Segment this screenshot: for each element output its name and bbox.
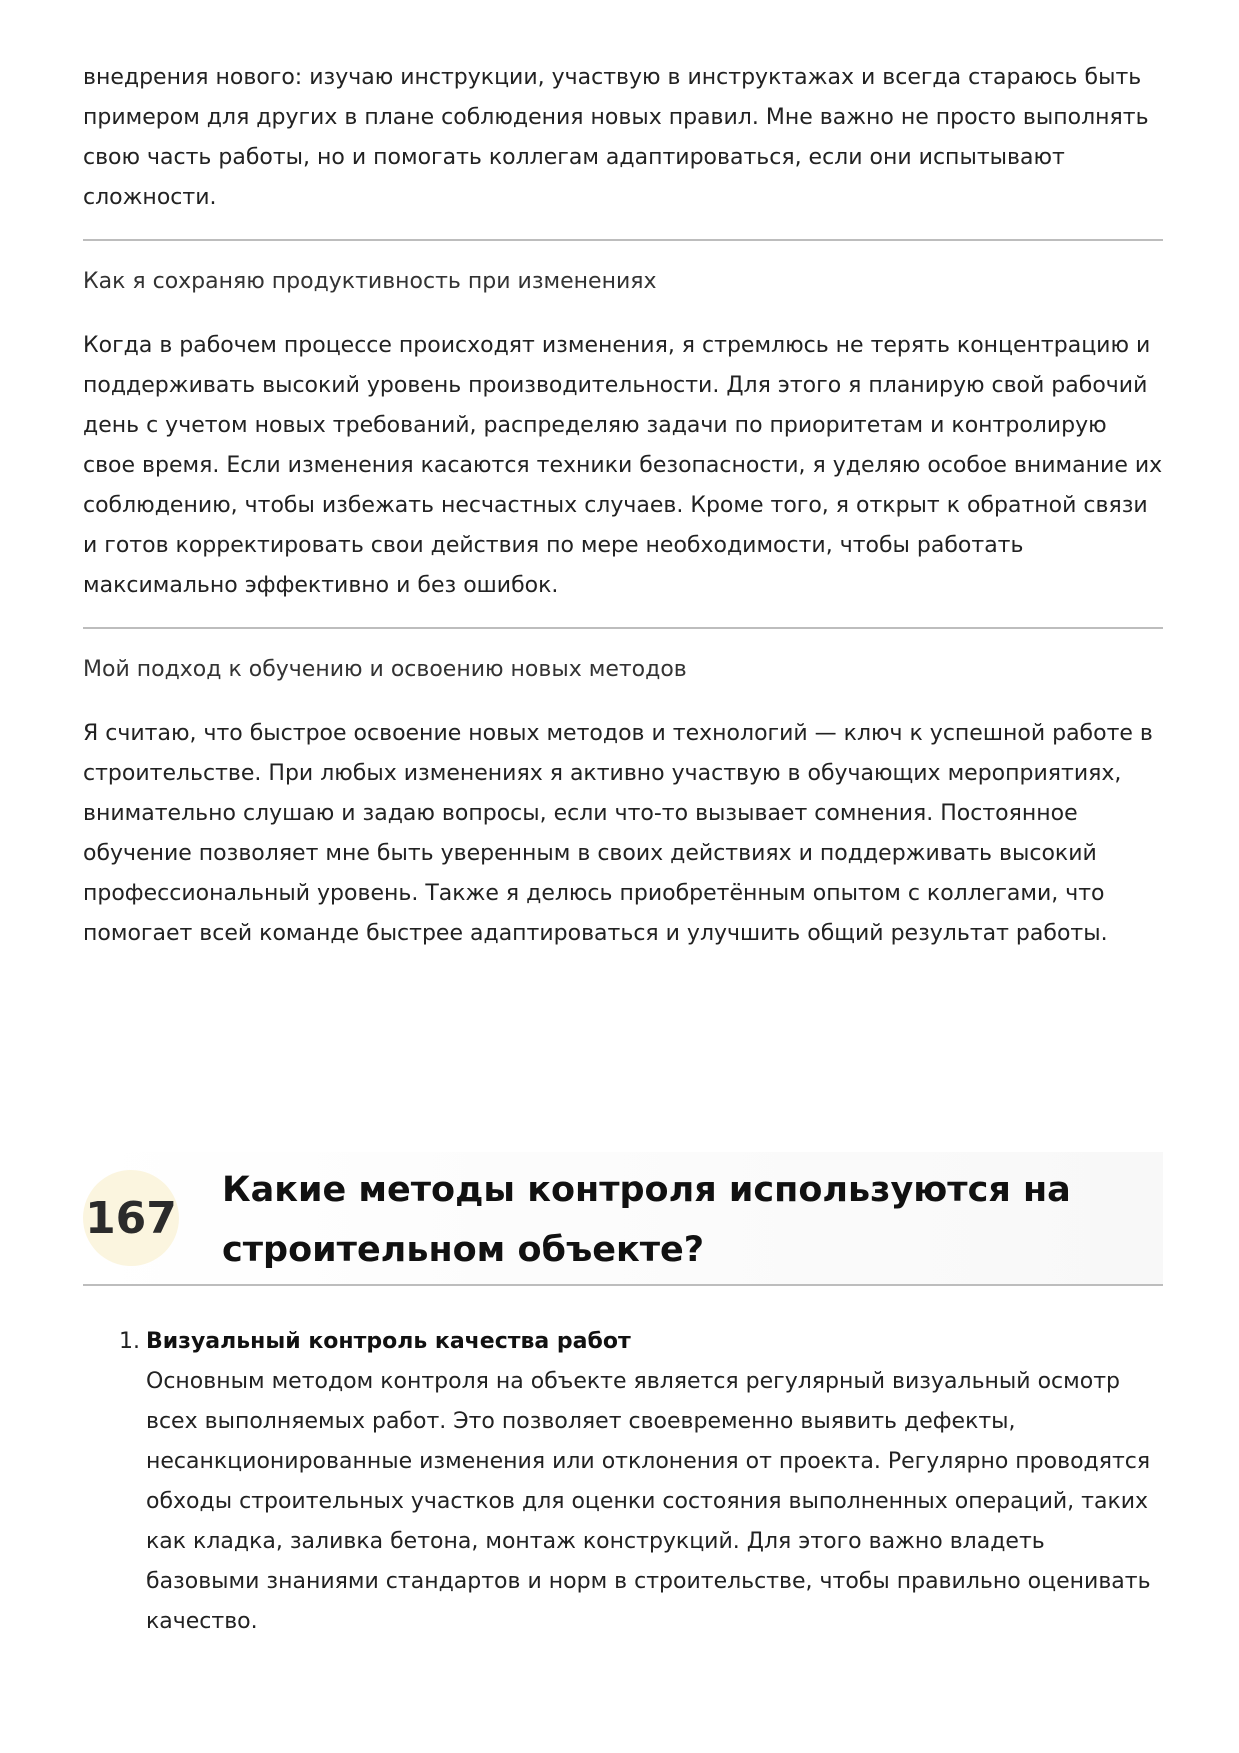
question-header [83, 1152, 1163, 1286]
intro-paragraph: внедрения нового: изучаю инструкции, участвую в инструктажах и всегда стараюсь быть примером для других в плане соблюдения новых правил. Мне важно не просто выполнять свою часть работы, но и помогать коллегам адаптироваться, если они испытывают сложности. [83, 65, 1149, 210]
document-body [83, 58, 1163, 954]
list-item-text: Основным методом контроля на объекте является регулярный визуальный осмотр всех выполняемых работ. Это позволяет своевременно выявить дефекты, несанкционированные изменения или отклонения от проекта. Регулярно проводятся обходы строительных участков для оценки состояния выполненных операций, таких как кладка, заливка бетона, монтаж конструкций. Для этого важно владеть базовыми знаниями стандартов и норм в строительстве, чтобы правильно оценивать качество. [146, 1369, 1151, 1634]
list-item [83, 1322, 1163, 1642]
question-number-badge: 167 [83, 1170, 179, 1266]
list-item-number: 1. [119, 1329, 140, 1354]
productivity-heading: Как я сохраняю продуктивность при изменениях [83, 269, 657, 294]
learning-paragraph: Я считаю, что быстрое освоение новых методов и технологий — ключ к успешной работе в строительстве. При любых изменениях я активно участвую в обучающих мероприятиях, внимательно слушаю и задаю вопросы, если что-то вызывает сомнения. Постоянное обучение позволяет мне быть уверенным в своих действиях и поддерживать высокий профессиональный уровень. Также я делюсь приобретённым опытом с коллегами, что помогает всей команде быстрее адаптироваться и улучшить общий результат работы. [83, 721, 1153, 946]
answer-list [83, 1322, 1163, 1642]
productivity-paragraph: Когда в рабочем процессе происходят изменения, я стремлюсь не терять концентрацию и поддерживать высокий уровень производительности. Для этого я планирую свой рабочий день с учетом новых требований, распределяю задачи по приоритетам и контролирую свое время. Если изменения касаются техники безопасности, я уделяю особое внимание их соблюдению, чтобы избежать несчастных случаев. Кроме того, я открыт к обратной связи и готов корректировать свои действия по мере необходимости, чтобы работать максимально эффективно и без ошибок. [83, 333, 1163, 598]
list-item-title: Визуальный контроль качества работ [146, 1329, 631, 1354]
question-title: Какие методы контроля используются на строительном объекте? [222, 1170, 1071, 1270]
learning-heading: Мой подход к обучению и освоению новых методов [83, 657, 687, 682]
